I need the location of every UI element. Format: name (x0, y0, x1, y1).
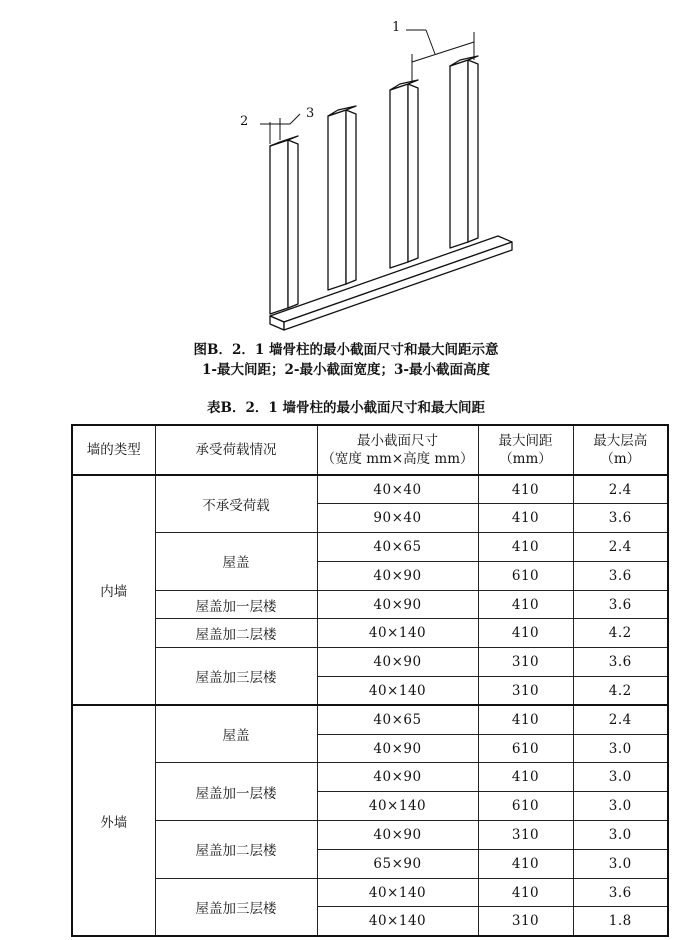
cell-wall-type: 内墙 (72, 475, 155, 705)
table-title: 表B．2．1 墙骨柱的最小截面尺寸和最大间距 (207, 400, 485, 416)
figure-caption-legend: 1-最大间距；2-最小截面宽度；3-最小截面高度 (202, 362, 490, 378)
cell-section: 40×140 (317, 907, 478, 936)
table-row (72, 763, 668, 792)
cell-spacing: 410 (478, 705, 573, 734)
cell-load: 屋盖加一层楼 (155, 763, 317, 821)
cell-section: 40×140 (317, 792, 478, 821)
table-row (72, 821, 668, 850)
cell-height: 2.4 (573, 533, 668, 562)
cell-section: 40×90 (317, 561, 478, 590)
cell-spacing: 610 (478, 792, 573, 821)
header-height (573, 425, 668, 475)
cell-section: 40×65 (317, 533, 478, 562)
table-row (72, 533, 668, 562)
cell-wall-type: 外墙 (72, 705, 155, 935)
callout-3: 3 (306, 106, 315, 121)
cell-height: 3.0 (573, 821, 668, 850)
cell-height: 2.4 (573, 475, 668, 504)
cell-section: 40×140 (317, 878, 478, 907)
cell-height: 3.0 (573, 849, 668, 878)
table-row (72, 648, 668, 677)
cell-spacing: 310 (478, 677, 573, 706)
cell-spacing: 410 (478, 878, 573, 907)
cell-height: 3.6 (573, 590, 668, 619)
cell-load: 屋盖 (155, 705, 317, 763)
cell-section: 40×90 (317, 763, 478, 792)
cell-height: 3.6 (573, 648, 668, 677)
header-spacing (478, 425, 573, 475)
table-header-row (72, 425, 668, 475)
cell-load: 屋盖加一层楼 (155, 590, 317, 619)
cell-load: 屋盖加三层楼 (155, 878, 317, 936)
cell-spacing: 410 (478, 763, 573, 792)
cell-height: 4.2 (573, 619, 668, 648)
cell-height: 3.0 (573, 763, 668, 792)
wall-stud-drawing (230, 18, 530, 336)
cell-section: 40×65 (317, 705, 478, 734)
cell-spacing: 410 (478, 533, 573, 562)
cell-load: 屋盖加三层楼 (155, 648, 317, 706)
cell-spacing: 410 (478, 504, 573, 533)
cell-height: 3.0 (573, 734, 668, 763)
cell-spacing: 410 (478, 590, 573, 619)
cell-height: 3.6 (573, 878, 668, 907)
stud-spec-table (71, 424, 669, 937)
cell-height: 4.2 (573, 677, 668, 706)
header-spacing-line1: 最大间距 (498, 433, 553, 449)
cell-spacing: 410 (478, 475, 573, 504)
cell-section: 40×90 (317, 734, 478, 763)
cell-load: 屋盖 (155, 533, 317, 591)
header-wall-type: 墙的类型 (72, 425, 155, 475)
cell-section: 40×90 (317, 590, 478, 619)
cell-section: 40×90 (317, 648, 478, 677)
table-row (72, 619, 668, 648)
cell-load: 不承受荷载 (155, 475, 317, 533)
cell-height: 1.8 (573, 907, 668, 936)
cell-section: 65×90 (317, 849, 478, 878)
cell-height: 3.0 (573, 792, 668, 821)
cell-section: 40×140 (317, 619, 478, 648)
cell-section: 40×90 (317, 821, 478, 850)
cell-load: 屋盖加二层楼 (155, 619, 317, 648)
callout-2: 2 (240, 114, 249, 129)
cell-height: 3.6 (573, 504, 668, 533)
cell-spacing: 410 (478, 619, 573, 648)
cell-section: 40×40 (317, 475, 478, 504)
cell-spacing: 610 (478, 734, 573, 763)
cell-section: 90×40 (317, 504, 478, 533)
table-row (72, 590, 668, 619)
header-section-line2: （宽度 mm×高度 mm） (321, 451, 474, 467)
header-section (317, 425, 478, 475)
cell-spacing: 310 (478, 821, 573, 850)
header-height-line1: 最大层高 (593, 433, 648, 449)
wall-stud-diagram (230, 18, 530, 336)
table-row (72, 475, 668, 504)
cell-spacing: 310 (478, 907, 573, 936)
table-row (72, 878, 668, 907)
table-row (72, 705, 668, 734)
header-load: 承受荷载情况 (155, 425, 317, 475)
cell-section: 40×140 (317, 677, 478, 706)
cell-load: 屋盖加二层楼 (155, 821, 317, 879)
cell-spacing: 410 (478, 849, 573, 878)
header-spacing-line2: （mm） (499, 451, 552, 467)
cell-spacing: 610 (478, 561, 573, 590)
cell-height: 2.4 (573, 705, 668, 734)
header-section-line1: 最小截面尺寸 (357, 433, 438, 449)
callout-1: 1 (392, 20, 401, 35)
figure-caption-title: 图B．2．1 墙骨柱的最小截面尺寸和最大间距示意 (193, 342, 499, 358)
header-height-line2: （m） (600, 451, 641, 467)
cell-spacing: 310 (478, 648, 573, 677)
cell-height: 3.6 (573, 561, 668, 590)
